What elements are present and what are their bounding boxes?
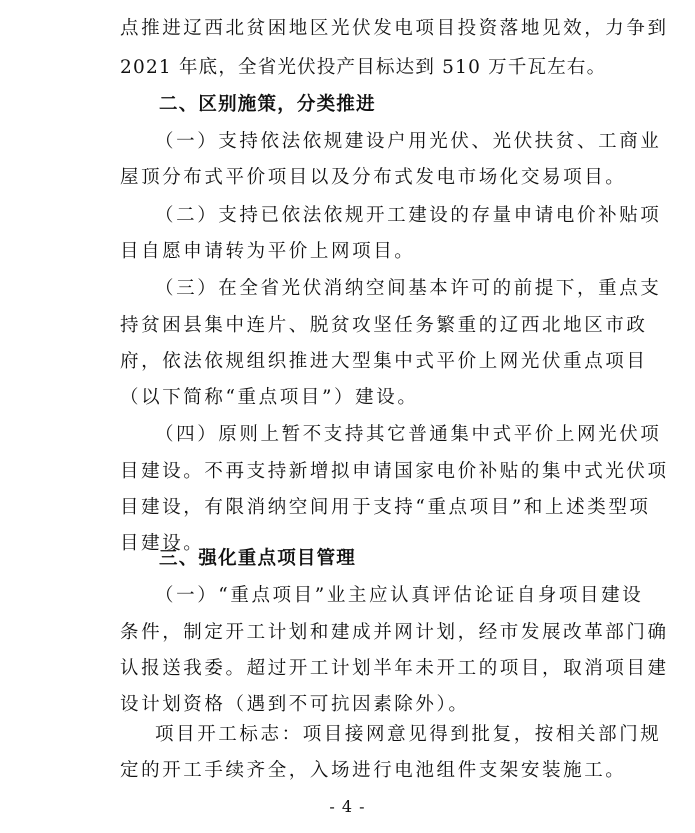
paragraph-line: （以下简称“重点项目”）建设。 (120, 387, 419, 408)
paragraph-line: （三）在全省光伏消纳空间基本许可的前提下，重点支 (155, 278, 662, 299)
paragraph-line: 目建设。不再支持新增拟申请国家电价补贴的集中式光伏项 (120, 461, 669, 482)
paragraph-line: 2021 年底，全省光伏投产目标达到 510 万千瓦左右。 (120, 57, 607, 78)
paragraph-line: 屋顶分布式平价项目以及分布式发电市场化交易项目。 (120, 167, 627, 188)
paragraph-line: 定的开工手续齐全，入场进行电池组件支架安装施工。 (120, 760, 627, 781)
paragraph-line: 目建设，有限消纳空间用于支持“重点项目”和上述类型项 (120, 497, 651, 518)
paragraph-line: 项目开工标志：项目接网意见得到批复，按相关部门规 (155, 724, 662, 745)
section-heading: 三、强化重点项目管理 (159, 548, 357, 569)
page-number: - 4 - (329, 797, 366, 816)
paragraph-line: （一）支持依法依规建设户用光伏、光伏扶贫、工商业 (155, 131, 662, 152)
paragraph-line: 目建设。 (120, 533, 205, 554)
section-heading: 二、区别施策，分类推进 (159, 94, 376, 115)
paragraph-line: 府，依法依规组织推进大型集中式平价上网光伏重点项目 (120, 351, 648, 372)
paragraph-line: 点推进辽西北贫困地区光伏发电项目投资落地见效，力争到 (120, 18, 669, 39)
paragraph-line: 认报送我委。超过开工计划半年未开工的项目，取消项目建 (120, 658, 669, 679)
paragraph-line: 设计划资格（遇到不可抗因素除外）。 (120, 694, 470, 715)
paragraph-line: （四）原则上暂不支持其它普通集中式平价上网光伏项 (155, 424, 662, 445)
paragraph-line: （二）支持已依法依规开工建设的存量申请电价补贴项 (155, 205, 662, 226)
paragraph-line: 持贫困县集中连片、脱贫攻坚任务繁重的辽西北地区市政 (120, 315, 648, 336)
paragraph-line: 目自愿申请转为平价上网项目。 (120, 241, 416, 262)
paragraph-line: 条件，制定开工计划和建成并网计划，经市发展改革部门确 (120, 622, 669, 643)
paragraph-line: （一）“重点项目”业主应认真评估论证自身项目建设 (155, 585, 644, 606)
